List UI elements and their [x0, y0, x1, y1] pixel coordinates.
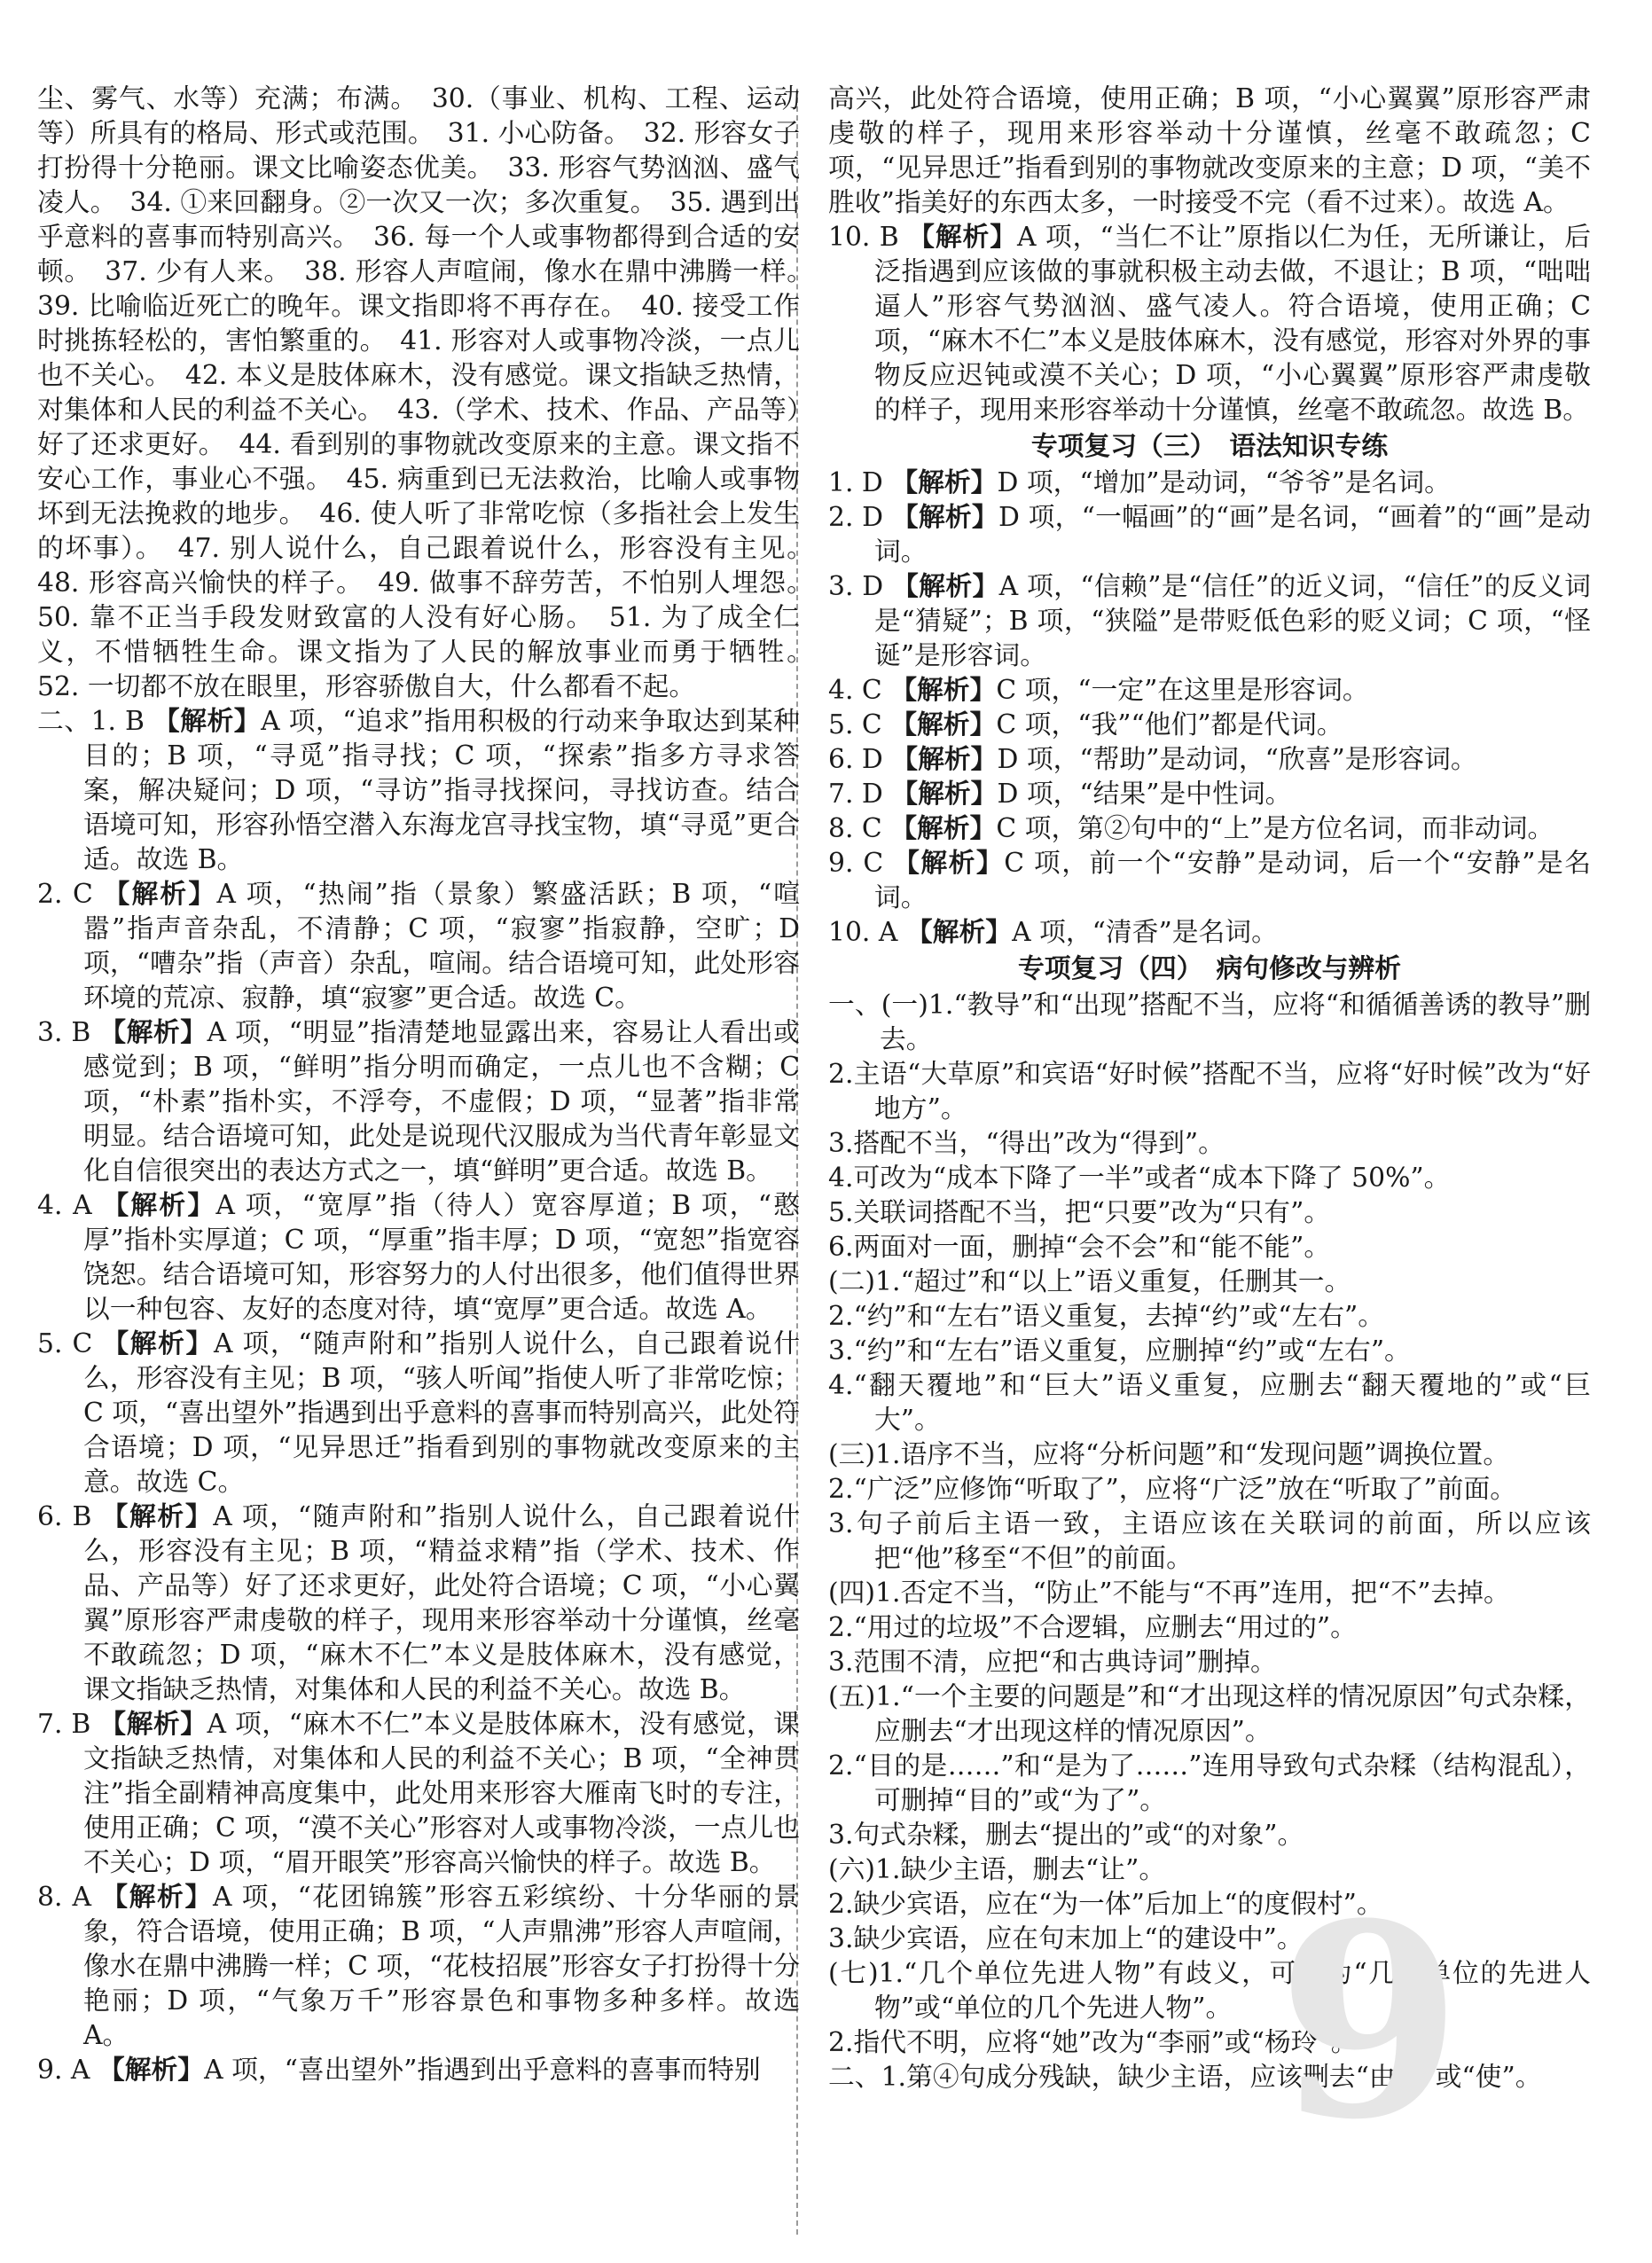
answer-item: [37, 1500, 800, 1707]
section-heading-grammar: 专项复习（三） 语法知识专练: [1030, 431, 1389, 462]
analysis-tag: 【解析】: [102, 1190, 216, 1221]
answer-number: 10. B: [828, 222, 899, 253]
answer-number: 3.: [828, 1335, 854, 1366]
analysis-tag: 【解析】: [153, 706, 262, 737]
answer-text: 两面对一面，删掉“会不会”和“能不能”。: [853, 1232, 1331, 1263]
answer-item: [828, 1610, 1591, 1645]
answer-item: [828, 915, 1591, 950]
answer-text: A 项，“追求”指用积极的行动来争取达到某种目的；B 项，“寻觅”指寻找；C 项，“探索”指多方寻求答案，解决疑问；D 项，“寻访”指寻找探问，寻找访查。结合语境可知，形容孙悟空潜入东海龙宫寻找宝物，填“寻觅”更合适。故选 B。: [83, 706, 800, 875]
answer-number: 3.: [828, 1923, 854, 1954]
answer-item: [828, 988, 1591, 1057]
answer-item: [828, 1265, 1591, 1299]
answer-text: 范围不清，应把“和古典诗词”删掉。: [853, 1647, 1277, 1678]
answer-number: 5. C: [37, 1328, 93, 1359]
idiom-answer-list: [37, 704, 800, 2087]
answer-text: “广泛”应修饰“听取了”，应将“广泛”放在“听取了”前面。: [853, 1474, 1517, 1505]
answer-text: 句子前后主语一致，主语应该在关联词的前面，所以应该把“他”移至“不但”的前面。: [853, 1508, 1591, 1574]
answer-number: 8. A: [37, 1882, 92, 1913]
answer-item: [828, 1852, 1591, 1887]
answer-text: A 项，“喜出望外”指遇到出乎意料的喜事而特别: [204, 2055, 761, 2086]
answer-number: (六)1.: [828, 1854, 901, 1885]
answer-text: A 项，“随声附和”指别人说什么，自己跟着说什么，形容没有主见；B 项，“骇人听闻”指使人听了非常吃惊；C 项，“喜出望外”指遇到出乎意料的喜事而特别高兴，此处符合语境；D 项，“见异思迁”指看到别的事物就改变原来的主意。故选 C。: [83, 1328, 800, 1498]
answer-item: [828, 1472, 1591, 1507]
answer-text: “教导”和“出现”搭配不当，应将“和循循善诱的教导”删去。: [880, 990, 1591, 1055]
answer-item: [828, 1161, 1591, 1195]
answer-number: 2.: [828, 1474, 854, 1505]
analysis-tag: 【解析】: [892, 571, 999, 602]
answer-number: (四)1.: [828, 1578, 901, 1609]
answer-item: [828, 1334, 1591, 1368]
answer-text: 第④句成分残缺，缺少主语，应该删去“由于”或“使”。: [906, 2062, 1542, 2093]
answer-number: 2.: [828, 1750, 854, 1781]
answer-text: A 项，“花团锦簇”形容五彩缤纷、十分华丽的景象，符合语境，使用正确；B 项，“人声鼎沸”形容人声喧闹，像水在鼎中沸腾一样；C 项，“花枝招展”形容女子打扮得十分艳丽；D 项，“气象万千”形容景色和事物多种多样。故选 A。: [83, 1882, 800, 2051]
analysis-tag: 【解析】: [890, 675, 997, 706]
answer-text: D 项，“帮助”是动词，“欣喜”是形容词。: [997, 744, 1477, 775]
answer-item: [828, 466, 1591, 500]
answer-number: 3. B: [37, 1017, 91, 1048]
answer-text: “一个主要的问题是”和“才出现这样的情况原因”句式杂糅，应删去“才出现这样的情况原因”。: [874, 1681, 1591, 1747]
answer-text: A 项，“当仁不让”原指以仁为任，无所谦让，后泛指遇到应该做的事就积极主动去做，不退让；B 项，“咄咄逼人”形容气势汹汹、盛气凌人。符合语境，使用正确；C 项，“麻木不仁”本义是肢体麻木，没有感觉，形容对外界的事物反应迟钝或漠不关心；D 项，“小心翼翼”原形容严肃虔敬的样子，现用来形容举动十分谨慎，丝毫不敢疏忽。故选 B。: [874, 222, 1591, 426]
answer-number: 7. B: [37, 1709, 91, 1740]
answer-text: A 项，“清香”是名词。: [1012, 917, 1278, 948]
left-column: [37, 82, 826, 2087]
answer-item: [828, 1922, 1591, 1956]
answer-item: [828, 1645, 1591, 1680]
answer-number: (五)1.: [828, 1681, 901, 1712]
answer-text: A 项，“信赖”是“信任”的近义词，“信任”的反义词是“猜疑”；B 项，“狭隘”是带贬低色彩的贬义词；C 项，“怪诞”是形容词。: [874, 571, 1592, 671]
answer-item: [828, 1299, 1591, 1334]
answer-number: 2.: [828, 1301, 854, 1332]
answer-item: [828, 1680, 1591, 1749]
answer-text: C 项，第②句中的“上”是方位名词，而非动词。: [996, 813, 1554, 844]
answer-text: 主语“大草原”和宾语“好时候”搭配不当，应将“好时候”改为“好地方”。: [853, 1059, 1591, 1124]
answer-text: A 项，“明显”指清楚地显露出来，容易让人看出或感觉到；B 项，“鲜明”指分明而确定，一点儿也不含糊；C 项，“朴素”指朴实，不浮夸，不虚假；D 项，“显著”指非常明显。结合语境可知，此处是说现代汉服成为当代青年彰显文化自信很突出的表达方式之一，填“鲜明”更合适。故选 B。: [83, 1017, 800, 1186]
grammar-answer-list: [828, 466, 1591, 950]
answer-text: “约”和“左右”语义重复，去掉“约”或“左右”。: [853, 1301, 1385, 1332]
answer-number: 7. D: [828, 779, 883, 810]
answer-item: [37, 1188, 800, 1327]
answer-item: [37, 2053, 800, 2087]
answer-text: “超过”和“以上”语义重复，任删其一。: [900, 1266, 1351, 1297]
answer-item: [37, 1327, 800, 1500]
answer-number: 2.: [828, 2027, 854, 2058]
answer-item: [828, 673, 1591, 708]
analysis-tag: 【解析】: [891, 502, 998, 533]
answer-number: 2.: [828, 1059, 854, 1090]
answer-text: C 项，“我”“他们”都是代词。: [996, 709, 1343, 740]
answer-item: [828, 2060, 1591, 2095]
answer-number: 2. C: [37, 879, 93, 910]
answer-text: 缺少宾语，应在“为一体”后加上“的度假村”。: [853, 1889, 1383, 1920]
answer-text: “用过的垃圾”不合逻辑，应删去“用过的”。: [853, 1612, 1357, 1643]
answer-number: 4. C: [828, 675, 882, 706]
analysis-tag: 【解析】: [891, 744, 998, 775]
sentence-correction-list: [828, 988, 1591, 2095]
answer-number: 4.: [828, 1370, 854, 1401]
answer-item: [37, 1015, 800, 1188]
answer-number: 6.: [828, 1232, 854, 1263]
answer-text: 缺少宾语，应在句末加上“的建设中”。: [853, 1923, 1304, 1954]
answer-text: 否定不当，“防止”不能与“不再”连用，把“不”去掉。: [900, 1578, 1510, 1609]
answer-item: [828, 1368, 1591, 1437]
answer-text: D 项，“一幅画”的“画”是名词，“画着”的“画”是动词。: [874, 502, 1591, 568]
analysis-tag: 【解析】: [99, 1709, 207, 1740]
analysis-tag: 【解析】: [890, 709, 997, 740]
answer-item: [828, 1195, 1591, 1230]
answer-item: [828, 1818, 1591, 1852]
answer-item: [828, 220, 1591, 427]
answer-number: 3.: [828, 1820, 854, 1851]
answer-item: [828, 742, 1591, 777]
analysis-tag: 【解析】: [103, 879, 217, 910]
answer-text: “约”和“左右”语义重复，应删掉“约”或“左右”。: [853, 1335, 1411, 1366]
analysis-tag: 【解析】: [890, 813, 997, 844]
analysis-tag: 【解析】: [891, 779, 998, 810]
answer-number: 一、(一)1.: [828, 990, 954, 1021]
answer-item: [828, 1576, 1591, 1610]
right-column: [828, 82, 1591, 2095]
answer-text: A 项，“麻木不仁”本义是肢体麻木，没有感觉，课文指缺乏热情，对集体和人民的利益不关心；B 项，“全神贯注”指全副精神高度集中，此处用来形容大雁南飞时的专注，使用正确；C 项，“漠不关心”形容对人或事物冷淡，一点儿也不关心；D 项，“眉开眼笑”形容高兴愉快的样子。故选 B。: [83, 1709, 800, 1878]
answer-number: 二、1.: [828, 2062, 907, 2093]
answer-number: (七)1.: [828, 1958, 904, 1989]
answer-text: C 项，“一定”在这里是形容词。: [996, 675, 1369, 706]
answer-item: [828, 708, 1591, 742]
answer-number: 9. C: [828, 848, 884, 879]
answer-item: [828, 811, 1591, 846]
answer-number: 5.: [828, 1197, 854, 1228]
answer-number: 9. A: [37, 2055, 90, 2086]
answer-item: [828, 500, 1591, 569]
page-number-watermark: 9: [1277, 1865, 1462, 2178]
analysis-tag: 【解析】: [905, 917, 1013, 948]
answer-number: 4. A: [37, 1190, 92, 1221]
answer-text: D 项，“结果”是中性词。: [997, 779, 1292, 810]
answer-text: 语序不当，应将“分析问题”和“发现问题”调换位置。: [900, 1439, 1510, 1470]
answer-number: (二)1.: [828, 1266, 901, 1297]
answer-item: [828, 777, 1591, 811]
answer-number: 1. D: [828, 467, 883, 498]
answer-number: 5. C: [828, 709, 882, 740]
answer-text: D 项，“增加”是动词，“爷爷”是名词。: [997, 467, 1451, 498]
answer-item: [37, 1707, 800, 1880]
answer-text: 缺少主语，删去“让”。: [900, 1854, 1166, 1885]
answer-item: [828, 1887, 1591, 1922]
answer-text: 关联词搭配不当，把“只要”改为“只有”。: [853, 1197, 1331, 1228]
answer-text: C 项，前一个“安静”是动词，后一个“安静”是名词。: [874, 848, 1592, 913]
answer-number: 8. C: [828, 813, 882, 844]
answer-text: “翻天覆地”和“巨大”语义重复，应删去“翻天覆地的”或“巨大”。: [853, 1370, 1591, 1436]
answer-number: 2. D: [828, 502, 884, 533]
answer-number: 6. D: [828, 744, 883, 775]
answer-item: [828, 1437, 1591, 1472]
answer-number: 二、1. B: [37, 706, 145, 737]
answer-number: 4.: [828, 1163, 854, 1194]
answer-number: 3.: [828, 1647, 854, 1678]
answer-number: 6. B: [37, 1501, 92, 1532]
analysis-tag: 【解析】: [102, 1328, 214, 1359]
answer-item: [828, 846, 1591, 915]
analysis-tag: 【解析】: [98, 2055, 205, 2086]
answer-number: 3.: [828, 1128, 854, 1159]
answer-text: A 项，“热闹”指（景象）繁盛活跃；B 项，“喧嚣”指声音杂乱，不清静；C 项，“寂寥”指寂静，空旷；D 项，“嘈杂”指（声音）杂乱，喧闹。结合语境可知，此处形容环境的荒凉、寂静，填“寂寥”更合适。故选 C。: [83, 879, 801, 1014]
vocab-explanations: 尘、雾气、水等）充满；布满。 30.（事业、机构、工程、运动等）所具有的格局、形式或范围。 31. 小心防备。 32. 形容女子打扮得十分艳丽。课文比喻姿态优美。 33. 形容气势汹汹、盛气凌人。 34. ①来回翻身。②一次又一次；多次重复。 35. 遇到出乎意料的喜事而特别高兴。 36. 每一个人或事物都得到合适的安顿。 37. 少有人来。 38. 形容人声喧闹，像水在鼎中沸腾一样。 39. 比喻临近死亡的晚年。课文指即将不再存在。 40. 接受工作时挑拣轻松的，害怕繁重的。 41. 形容对人或事物冷淡，一点儿也不关心。 42. 本义是肢体麻木，没有感觉。课文指缺乏热情，对集体和人民的利益不关心。 43.（学术、技术、作品、产品等）好了还求更好。 44. 看到别的事物就改变原来的主意。课文指不安心工作，事业心不强。 45. 病重到已无法救治，比喻人或事物坏到无法挽救的地步。 46. 使人听了非常吃惊（多指社会上发生的坏事）。 47. 别人说什么，自己跟着说什么，形容没有主见。 48. 形容高兴愉快的样子。 49. 做事不辞劳苦，不怕别人埋怨。 50. 靠不正当手段发财致富的人没有好心肠。 51. 为了成全仁义，不惜牺牲生命。课文指为了人民的解放事业而勇于牺牲。 52. 一切都不放在眼里，形容骄傲自大，什么都看不起。: [37, 83, 826, 702]
analysis-tag: 【解析】: [908, 222, 1017, 253]
answer-number: 3. D: [828, 571, 884, 602]
answer-text: A 项，“宽厚”指（待人）宽容厚道；B 项，“憨厚”指朴实厚道；C 项，“厚重”指丰厚；D 项，“宽恕”指宽容饶恕。结合语境可知，形容努力的人付出很多，他们值得世界以一种包容、友好的态度对待，填“宽厚”更合适。故选 A。: [83, 1190, 801, 1325]
answer-9-continued: 高兴，此处符合语境，使用正确；B 项，“小心翼翼”原形容严肃虔敬的样子，现用来形容举动十分谨慎，丝毫不敢疏忽；C 项，“见异思迁”指看到别的事物就改变原来的主意；D 项，“美不胜收”指美好的东西太多，一时接受不完（看不过来）。故选 A。: [828, 83, 1591, 218]
answer-text: 可改为“成本下降了一半”或者“成本下降了 50%”。: [853, 1163, 1451, 1194]
answer-item: [37, 1880, 800, 2053]
analysis-tag: 【解析】: [101, 1882, 213, 1913]
answer-item: [828, 1507, 1591, 1576]
answer-text: “几个单位先进人物”有歧义，可改为“几个单位的先进人物”或“单位的几个先进人物”。: [874, 1958, 1591, 2024]
answer-number: 3.: [828, 1508, 854, 1539]
answer-item: [37, 704, 800, 877]
answer-number: (三)1.: [828, 1439, 901, 1470]
analysis-tag: 【解析】: [99, 1017, 207, 1048]
analysis-tag: 【解析】: [101, 1501, 214, 1532]
answer-item: [828, 569, 1591, 673]
answer-text: A 项，“随声附和”指别人说什么，自己跟着说什么，形容没有主见；B 项，“精益求精”指（学术、技术、作品、产品等）好了还求更好，此处符合语境；C 项，“小心翼翼”原形容严肃虔敬的样子，现用来形容举动十分谨慎，丝毫不敢疏忽；D 项，“麻木不仁”本义是肢体麻木，没有感觉，课文指缺乏热情，对集体和人民的利益不关心。故选 B。: [83, 1501, 800, 1705]
answer-item: [828, 1057, 1591, 1126]
answer-number: 2.: [828, 1889, 854, 1920]
answer-item: [37, 877, 800, 1015]
answer-item: [828, 1230, 1591, 1265]
answer-item: [828, 2025, 1591, 2060]
answer-text: 搭配不当，“得出”改为“得到”。: [853, 1128, 1225, 1159]
section-heading-sentence-correction: 专项复习（四） 病句修改与辨析: [1017, 953, 1402, 984]
answer-number: 10. A: [828, 917, 898, 948]
answer-number: 2.: [828, 1612, 854, 1643]
answer-text: “目的是……”和“是为了……”连用导致句式杂糅（结构混乱），可删掉“目的”或“为了”。: [853, 1750, 1591, 1816]
answer-text: 指代不明，应将“她”改为“李丽”或“杨玲”。: [853, 2027, 1358, 2058]
answer-item: [828, 1956, 1591, 2025]
answer-item: [828, 1126, 1591, 1161]
analysis-tag: 【解析】: [893, 848, 1005, 879]
answer-text: 句式杂糅，删去“提出的”或“的对象”。: [853, 1820, 1304, 1851]
answer-item: [828, 1749, 1591, 1818]
analysis-tag: 【解析】: [891, 467, 998, 498]
